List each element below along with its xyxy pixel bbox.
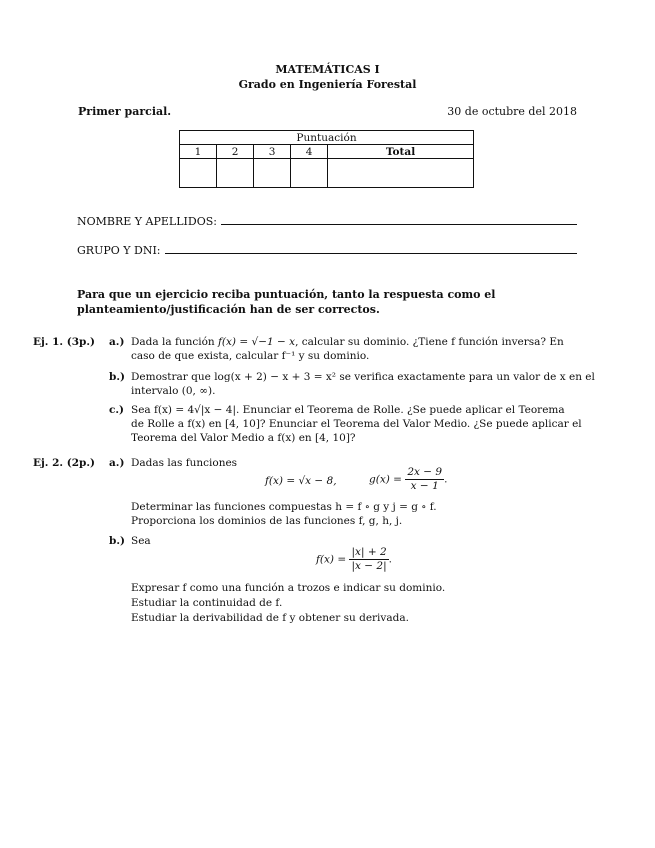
ex1-a-line1: [131, 335, 581, 349]
document-title: MATEMÁTICAS I: [275, 63, 380, 76]
instructions: Para que un ejercicio reciba puntuación, tanto la respuesta como el planteamiento/justificación han de ser correctos.: [77, 288, 496, 316]
ex2-a-g-formula: g(x) = $\frac{2x - 9}{x - 1}$ .: [369, 466, 448, 492]
ex2-b-label: b.): [109, 535, 125, 547]
ex1-c-line2: de Rolle a f(x) en [4, 10]? Enunciar el Teorema del Valor Medio. ¿Se puede aplicar el: [131, 418, 582, 430]
ex2-a-g-lhs: g(x) =: [369, 473, 402, 486]
score-cell: [254, 159, 291, 188]
score-table-caption: Puntuación: [180, 131, 474, 145]
ex2-b-line1: Expresar f como una función a trozos e indicar su dominio.: [131, 582, 446, 594]
ex2-b-line2: Estudiar la continuidad de f.: [131, 597, 283, 609]
ex2-a-line2: Proporciona los dominios de las funciones f, g, h, j.: [131, 515, 403, 527]
ex1-a-line2: caso de que exista, calcular f⁻¹ y su dominio.: [131, 350, 370, 362]
score-column-4: 4: [291, 145, 328, 159]
score-column-total: Total: [328, 145, 474, 159]
group-line: [165, 253, 577, 254]
score-column-1: 1: [180, 145, 217, 159]
score-column-2: 2: [217, 145, 254, 159]
exam-name: Primer parcial.: [78, 105, 172, 118]
ex2-b-f-fraction: [349, 546, 388, 573]
ex2-a-g-denominator: x − 1: [410, 480, 439, 492]
ex1-b-line1: Demostrar que log(x + 2) − x + 3 = x² se verifica exactamente para un valor de x en el: [131, 371, 595, 383]
ex1-b-label: b.): [109, 371, 125, 383]
ex2-a-line1: Determinar las funciones compuestas h = f ∘ g y j = g ∘ f.: [131, 501, 437, 513]
exercise-1-label: Ej. 1. (3p.): [33, 336, 95, 348]
exercise-2-label: Ej. 2. (2p.): [33, 457, 95, 469]
ex2-a-f-formula: f(x) = √x − 8,: [265, 475, 337, 487]
ex1-a-formula: f(x) = √−1 − x: [218, 336, 296, 348]
ex2-a-g-fraction: [405, 466, 444, 493]
ex2-b-f-lhs: f(x) =: [316, 553, 347, 566]
ex2-a-g-numerator: 2x − 9: [407, 466, 443, 478]
ex1-c-line1: Sea f(x) = 4√|x − 4|. Enunciar el Teorema de Rolle. ¿Se puede aplicar el Teorema: [131, 404, 565, 416]
document-subtitle: Grado en Ingeniería Forestal: [238, 78, 417, 91]
ex1-b-line2: intervalo (0, ∞).: [131, 385, 216, 397]
score-column-3: 3: [254, 145, 291, 159]
name-label: NOMBRE Y APELLIDOS:: [77, 215, 217, 228]
ex2-b-intro: Sea: [131, 535, 151, 547]
ex1-a-text-end: , calcular su dominio. ¿Tiene f función inversa? En: [295, 336, 564, 348]
ex1-a-label: a.): [109, 336, 125, 348]
ex2-b-f-numerator: |x| + 2: [351, 546, 387, 558]
ex2-b-f-denominator: |x − 2|: [351, 560, 387, 572]
exam-date: 30 de octubre del 2018: [447, 105, 577, 118]
ex2-a-label: a.): [109, 457, 125, 469]
name-line: [221, 224, 577, 225]
ex2-b-f-formula: f(x) = $\frac{|x| + 2}{|x - 2|}$ .: [316, 546, 392, 572]
score-cell: [291, 159, 328, 188]
score-cell: [217, 159, 254, 188]
ex1-a-text: Dada la función: [131, 336, 215, 348]
ex1-c-label: c.): [109, 404, 125, 416]
ex2-a-intro: Dadas las funciones: [131, 457, 238, 469]
ex1-c-line3: Teorema del Valor Medio a f(x) en [4, 10]?: [131, 432, 356, 444]
group-label: GRUPO Y DNI:: [77, 244, 161, 257]
ex2-b-line3: Estudiar la derivabilidad de f y obtener su derivada.: [131, 612, 409, 624]
score-table: [179, 130, 474, 188]
score-cell: [180, 159, 217, 188]
score-cell: [328, 159, 474, 188]
